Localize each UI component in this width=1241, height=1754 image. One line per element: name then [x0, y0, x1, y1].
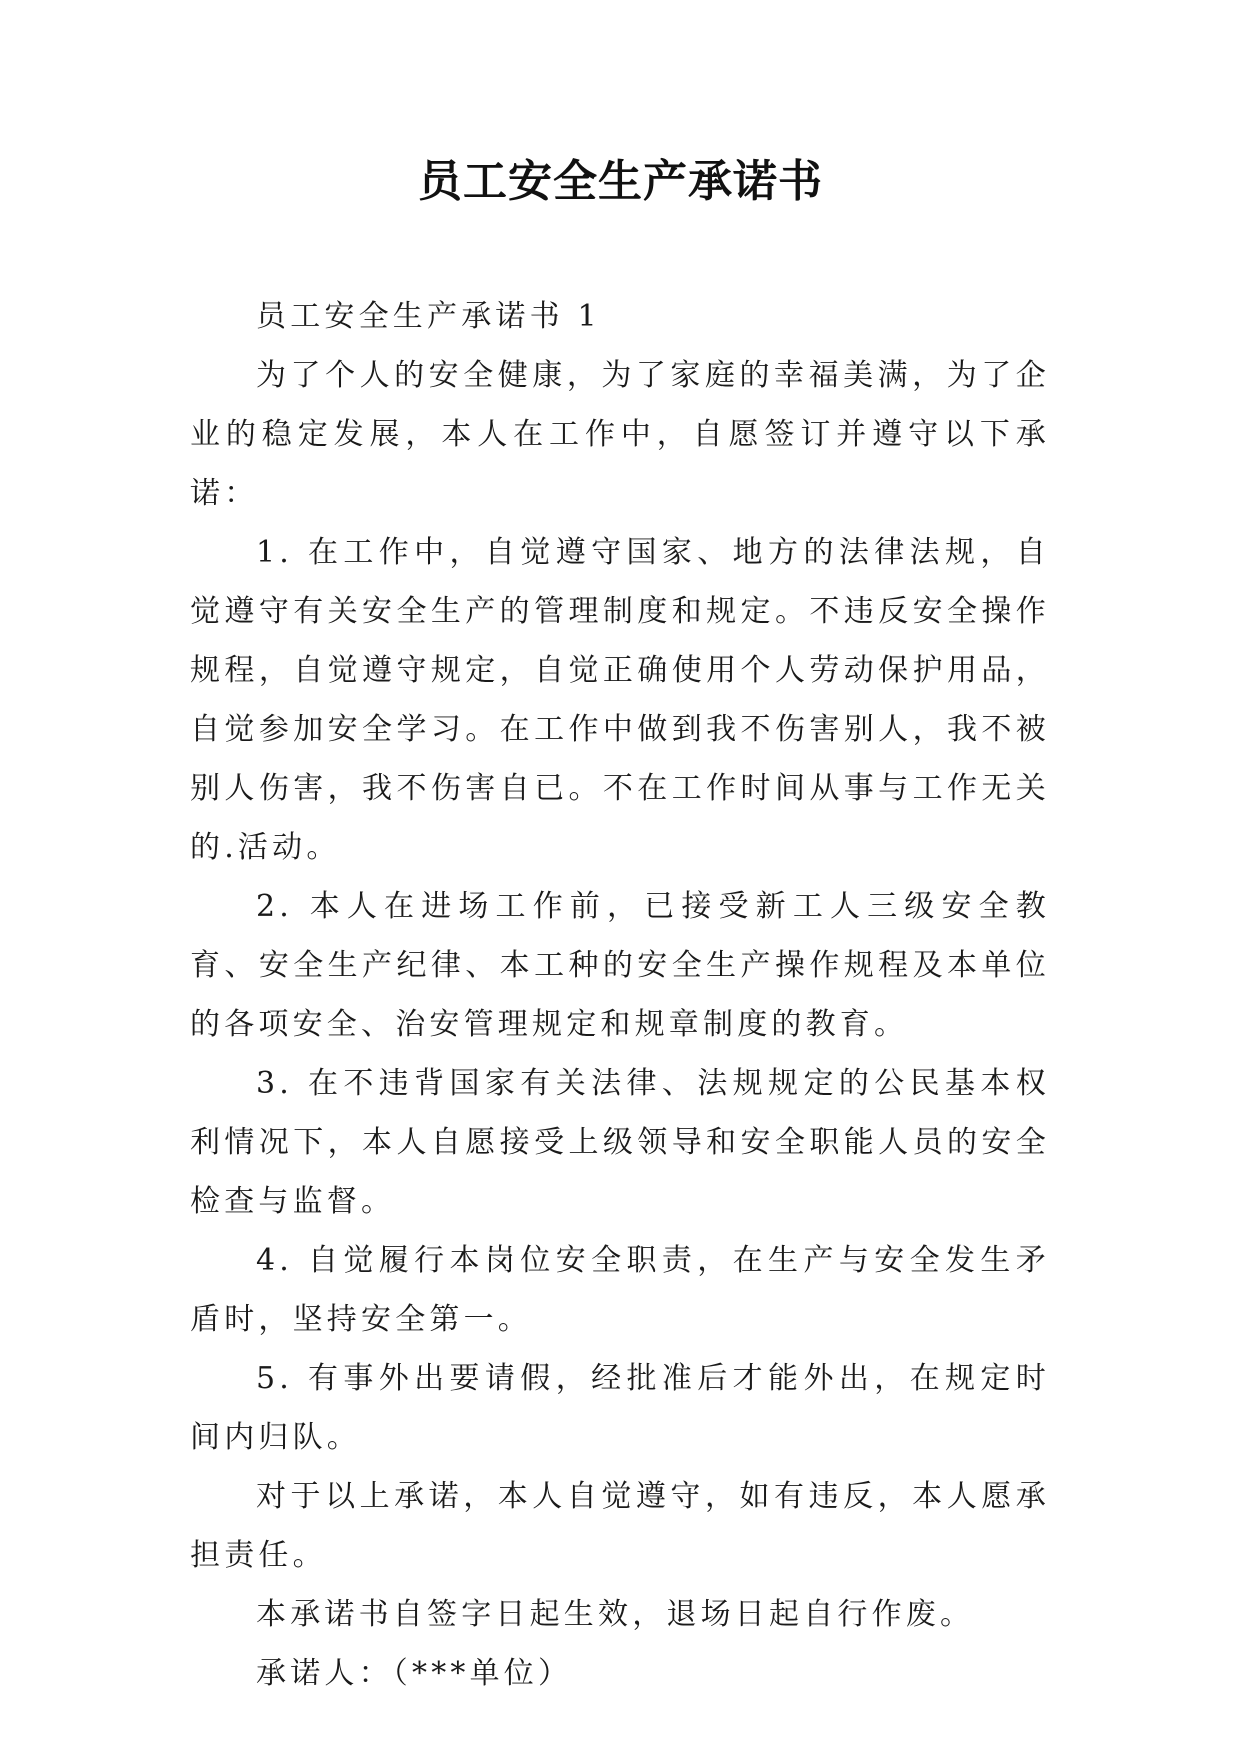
document-title: 员工安全生产承诺书: [418, 156, 823, 207]
closing-statement: 对于以上承诺，本人自觉遵守，如有违反，本人愿承担责任。: [190, 1479, 1050, 1573]
validity-statement: 本承诺书自签字日起生效，退场日起自行作废。: [256, 1597, 975, 1632]
signatory-line: 承诺人：（***单位）: [256, 1656, 573, 1691]
intro-paragraph: 为了个人的安全健康，为了家庭的幸福美满，为了企业的稳定发展，本人在工作中，自愿签订并遵守以下承诺：: [190, 358, 1050, 511]
document-body: [190, 287, 1050, 1703]
commitment-item-2: 2. 本人在进场工作前，已接受新工人三级安全教育、安全生产纪律、本工种的安全生产操作规程及本单位的各项安全、治安管理规定和规章制度的教育。: [190, 889, 1050, 1042]
commitment-item-3: 3. 在不违背国家有关法律、法规规定的公民基本权利情况下，本人自愿接受上级领导和安全职能人员的安全检查与监督。: [190, 1066, 1050, 1219]
commitment-item-1: 1. 在工作中，自觉遵守国家、地方的法律法规，自觉遵守有关安全生产的管理制度和规定。不违反安全操作规程，自觉遵守规定，自觉正确使用个人劳动保护用品，自觉参加安全学习。在工作中做到我不伤害别人，我不被别人伤害，我不伤害自已。不在工作时间从事与工作无关的.活动。: [190, 535, 1050, 865]
commitment-item-4: 4. 自觉履行本岗位安全职责，在生产与安全发生矛盾时，坚持安全第一。: [190, 1243, 1050, 1337]
section-heading: 员工安全生产承诺书 1: [256, 299, 601, 334]
commitment-item-5: 5. 有事外出要请假，经批准后才能外出，在规定时间内归队。: [190, 1361, 1050, 1455]
